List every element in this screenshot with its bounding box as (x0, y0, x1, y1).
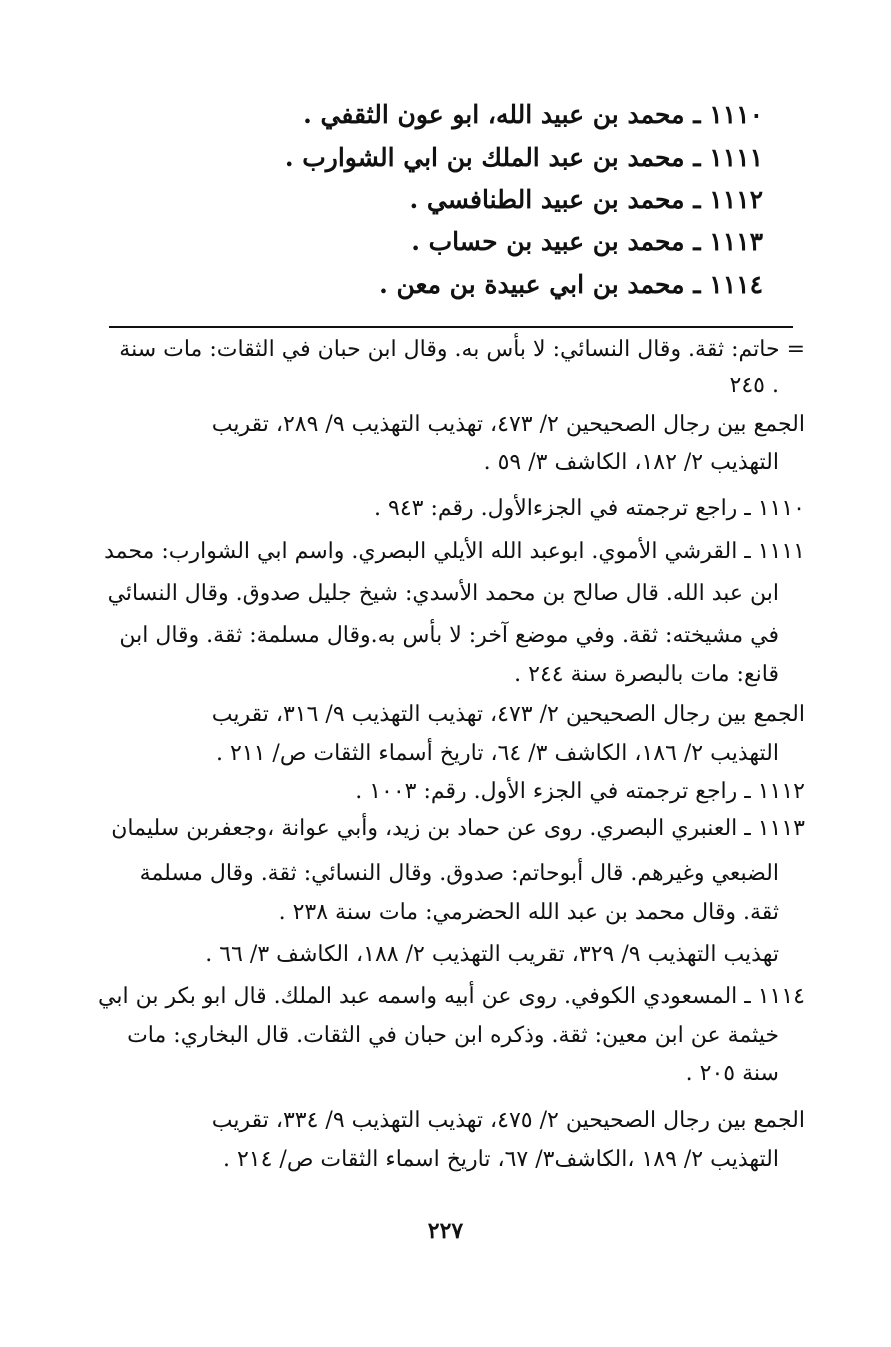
footnote-line: ابن عبد الله. قال صالح بن محمد الأسدي: شيخ جليل صدوق. وقال النسائي (107, 581, 779, 606)
footnote-line: ١١١٠ ـ راجع ترجمته في الجزءالأول. رقم: ٩٤٣ . (374, 496, 805, 521)
footnote-line: ١١١٤ ـ المسعودي الكوفي. روى عن أبيه واسمه عبد الملك. قال ابو بكر بن ابي (98, 984, 805, 1009)
heading-1111: ١١١١ ـ محمد بن عبد الملك بن ابي الشوارب . (284, 143, 763, 172)
footnote-line: سنة ٢٠٥ . (685, 1061, 779, 1086)
footnote-separator (109, 326, 793, 328)
footnote-line: الجمع بين رجال الصحيحين ٢/ ٤٧٣، تهذيب التهذيب ٩/ ٣١٦، تقريب (211, 702, 805, 727)
footnote-line: ١١١٢ ـ راجع ترجمته في الجزء الأول. رقم: ١٠٠٣ . (355, 779, 805, 804)
footnote-line: التهذيب ٢/ ١٨٦، الكاشف ٣/ ٦٤، تاريخ أسماء الثقات ص/ ٢١١ . (215, 741, 779, 766)
footnote-line: الجمع بين رجال الصحيحين ٢/ ٤٧٣، تهذيب التهذيب ٩/ ٢٨٩، تقريب (211, 412, 805, 437)
page-number: ٢٢٧ (427, 1218, 464, 1244)
footnote-line: التهذيب ٢/ ١٨٩ ،الكاشف٣/ ٦٧، تاريخ اسماء الثقات ص/ ٢١٤ . (222, 1147, 779, 1172)
heading-1112: ١١١٢ ـ محمد بن عبيد الطنافسي . (409, 185, 763, 214)
heading-1113: ١١١٣ ـ محمد بن عبيد بن حساب . (411, 227, 763, 256)
footnote-line: = حاتم: ثقة. وقال النسائي: لا بأس به. وقال ابن حبان في الثقات: مات سنة (119, 337, 805, 362)
footnote-line: ٢٤٥ . (729, 373, 779, 398)
footnote-line: ثقة. وقال محمد بن عبد الله الحضرمي: مات سنة ٢٣٨ . (278, 900, 779, 925)
footnote-line: ١١١٣ ـ العنبري البصري. روى عن حماد بن زيد، وأبي عوانة ،وجعفربن سليمان (111, 816, 805, 841)
heading-1114: ١١١٤ ـ محمد بن ابي عبيدة بن معن . (379, 270, 763, 299)
footnote-line: في مشيخته: ثقة. وفي موضع آخر: لا بأس به.وقال مسلمة: ثقة. وقال ابن (119, 623, 779, 648)
footnote-line: خيثمة عن ابن معين: ثقة. وذكره ابن حبان في الثقات. قال البخاري: مات (127, 1023, 779, 1048)
footnote-line: قانع: مات بالبصرة سنة ٢٤٤ . (514, 662, 779, 687)
heading-1110: ١١١٠ ـ محمد بن عبيد الله، ابو عون الثقفي . (303, 100, 763, 129)
footnote-line: الضبعي وغيرهم. قال أبوحاتم: صدوق. وقال النسائي: ثقة. وقال مسلمة (139, 861, 779, 886)
footnote-line: التهذيب ٢/ ١٨٢، الكاشف ٣/ ٥٩ . (483, 450, 779, 475)
footnote-line: تهذيب التهذيب ٩/ ٣٢٩، تقريب التهذيب ٢/ ١٨٨، الكاشف ٣/ ٦٦ . (205, 942, 779, 967)
footnote-line: ١١١١ ـ القرشي الأموي. ابوعبد الله الأيلي البصري. واسم ابي الشوارب: محمد (104, 539, 805, 564)
footnote-line: الجمع بين رجال الصحيحين ٢/ ٤٧٥، تهذيب التهذيب ٩/ ٣٣٤، تقريب (211, 1108, 805, 1133)
